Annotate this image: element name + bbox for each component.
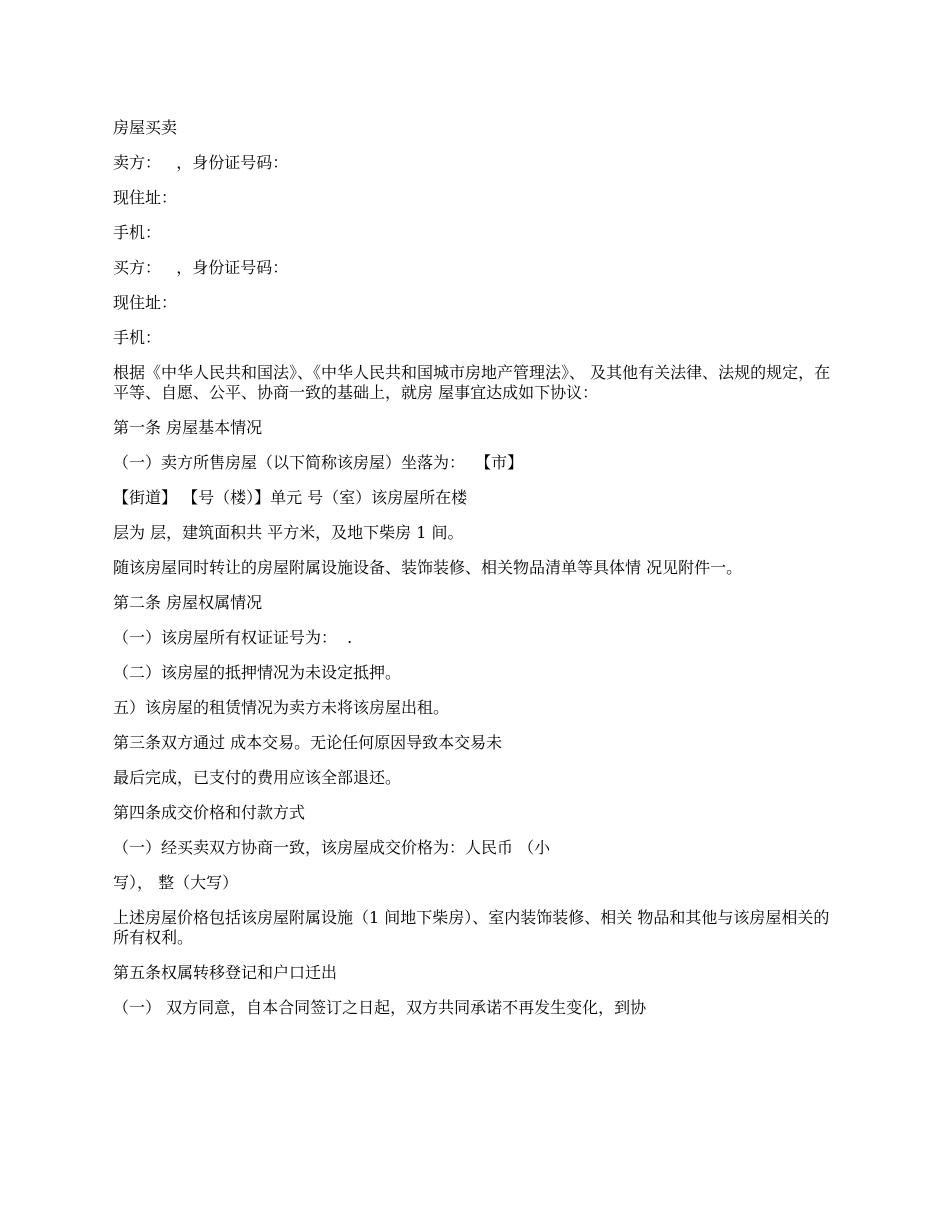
article-4-heading: 第四条成交价格和付款方式 [113,803,306,822]
seller-id-line: 卖方： ，身份证号码： [113,153,289,172]
article-2-heading: 第二条 房屋权属情况 [113,593,263,612]
article-2-item-1: （一）该房屋所有权证证号为： . [113,628,353,647]
article-1-item-1: （一）卖方所售房屋（以下简称该房屋）坐落为： 【市】 [113,453,524,472]
article-1-attachment-note: 随该房屋同时转让的房屋附属设施设备、装饰装修、相关物品清单等具体情 况见附件一。 [113,558,743,577]
document-title: 房屋买卖 [113,118,178,137]
article-5-heading: 第五条权属转移登记和户口迁出 [113,963,338,982]
seller-phone-line: 手机： [113,223,162,242]
article-4-item-1-line-2: 写）， 整（大写） [113,873,239,892]
preamble-paragraph: 根据《中华人民共和国法》、《中华人民共和国城市房地产管理法》、 及其他有关法律、法规的规定，在平等、自愿、公平、协商一致的基础上，就房 屋事宜达成如下协议： [113,363,831,402]
article-5-item-1: （一） 双方同意，自本合同签订之日起，双方共同承诺不再发生变化，到协 [113,998,647,1017]
article-1-area-line: 层为 层，建筑面积共 平方米，及地下柴房 1 间。 [113,523,464,542]
article-4-item-1-line-1: （一）经买卖双方协商一致，该房屋成交价格为：人民币 （小 [113,838,551,857]
buyer-id-line: 买方： ，身份证号码： [113,258,289,277]
article-1-heading: 第一条 房屋基本情况 [113,418,263,437]
article-4-price-scope: 上述房屋价格包括该房屋附属设施（1 间地下柴房）、室内装饰装修、相关 物品和其他与该房屋相关的所有权利。 [113,908,830,947]
buyer-address-line: 现住址： [113,293,178,312]
seller-address-line: 现住址： [113,188,178,207]
document-body [113,118,843,1033]
article-2-item-5: 五）该房屋的租赁情况为卖方未将该房屋出租。 [113,698,450,717]
article-1-address-line: 【街道】 【号（楼）】单元 号（室）该房屋所在楼 [113,488,468,507]
article-3-line-2: 最后完成，已支付的费用应该全部退还。 [113,768,402,787]
article-3-line-1: 第三条双方通过 成本交易。无论任何原因导致本交易未 [113,733,503,752]
article-2-item-2: （二）该房屋的抵押情况为未设定抵押。 [113,663,402,682]
buyer-phone-line: 手机： [113,328,162,347]
